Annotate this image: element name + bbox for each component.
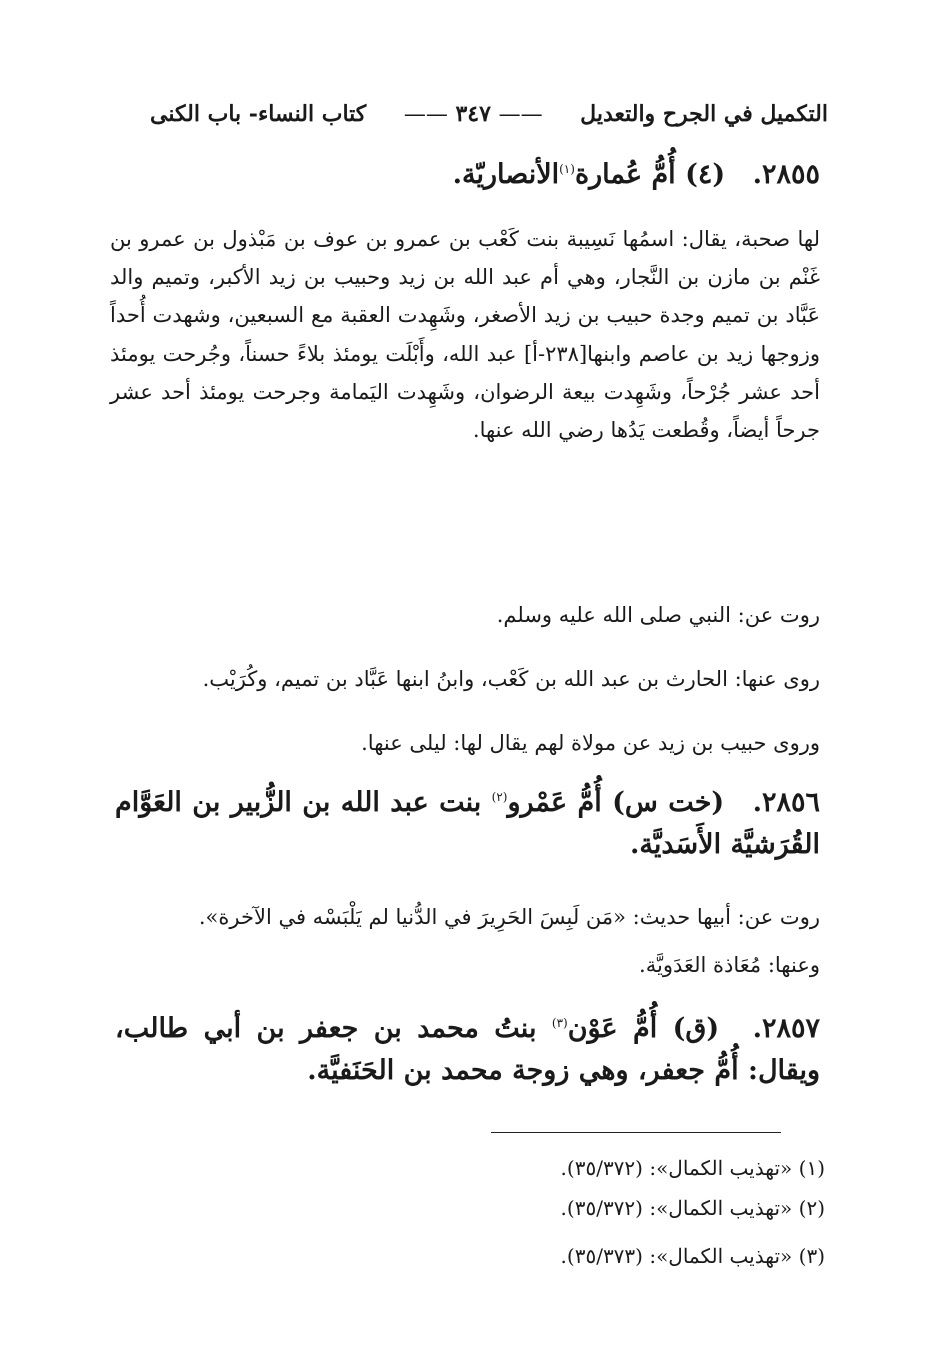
footnote-1: (١) «تهذيب الكمال»: (٣٥/٣٧٢). xyxy=(560,1156,825,1180)
footnote-marker: (٢) xyxy=(491,790,508,804)
footnote-2: (٢) «تهذيب الكمال»: (٣٥/٣٧٢). xyxy=(560,1196,825,1220)
narrated-from-line: روت عن: النبي صلى الله عليه وسلم. xyxy=(496,603,820,627)
narrators-line: وعنها: مُعَاذة العَدَويَّة. xyxy=(639,953,820,977)
entry-number: ٢٨٥٥. xyxy=(752,159,820,190)
narrated-from-line: روت عن: أبيها حديث: «مَن لَبِسَ الحَرِيرَ في الدُّنيا لم يَلْبَسْه في الآخرة». xyxy=(198,905,820,929)
entry-name-suffix: بنت عبد الله بن الزُّبير بن العَوَّام القُرَشيَّة الأَسَديَّة. xyxy=(115,787,820,860)
entry-name-suffix: الأنصاريّة. xyxy=(452,159,560,190)
header-dash-left: —— xyxy=(403,102,448,127)
footnote-divider xyxy=(491,1132,781,1133)
entry-name: (خت س) أُمُّ عَمْرو xyxy=(507,787,725,818)
book-title: التكميل في الجرح والتعديل xyxy=(580,101,828,127)
narrators-line: روى عنها: الحارث بن عبد الله بن كَعْب، وابنُ ابنها عَبَّاد بن تميم، وكُرَيْب. xyxy=(202,667,820,691)
footnote-marker: (٣) xyxy=(551,1016,568,1030)
biography-paragraph: لها صحبة، يقال: اسمُها نَسِيبة بنت كَعْب بن عمرو بن عوف بن مَبْذول بن عمرو بن غَنْم بن مازن بن النَّجار، وهي أم عبد الله بن زيد وحبيب بن زيد الأكبر، وتميم والد عَبَّاد بن تميم وجدة حبيب بن زيد الأصغر، وشَهِدت العقبة مع السبعين، وشهدت أُحداً وزوجها زيد بن عاصم وابنها[٢٣٨-أ] عبد الله، وأَبْلَت يومئذ بلاءً حسناً، وجُرحت يومئذ أحد عشر جُرْحاً، وشَهِدت بيعة الرضوان، وشَهِدت اليَمامة وجرحت يومئذ أحد عشر جرحاً أيضاً، وقُطعت يَدُها رضي الله عنها. xyxy=(110,227,820,443)
footnote-marker: (١) xyxy=(559,162,575,176)
entry-heading xyxy=(115,1008,820,1092)
narration-note-line: وروى حبيب بن زيد عن مولاة لهم يقال لها: ليلى عنها. xyxy=(361,731,820,755)
chapter-title: كتاب النساء- باب الكنى xyxy=(150,101,367,127)
entry-number: ٢٨٥٦. xyxy=(752,787,821,818)
entry-name: (ق) أُمُّ عَوْن xyxy=(567,1013,720,1044)
footnote-3: (٣) «تهذيب الكمال»: (٣٥/٣٧٣). xyxy=(560,1244,825,1268)
entry-number: ٢٨٥٧. xyxy=(752,1013,821,1044)
entry-heading xyxy=(453,154,820,196)
entry-heading xyxy=(115,782,820,866)
header-dash-right: —— xyxy=(498,102,543,127)
header-center xyxy=(404,101,543,127)
entry-name: (٤) أُمُّ عُمارة xyxy=(574,159,726,190)
running-header xyxy=(150,96,828,132)
page-number: ٣٤٧ xyxy=(455,101,491,127)
entry-name-suffix: بنتُ محمد بن جعفر بن أبي طالب، ويقال: أُمُّ جعفر، وهي زوجة محمد بن الحَنَفيَّة. xyxy=(115,1013,820,1086)
